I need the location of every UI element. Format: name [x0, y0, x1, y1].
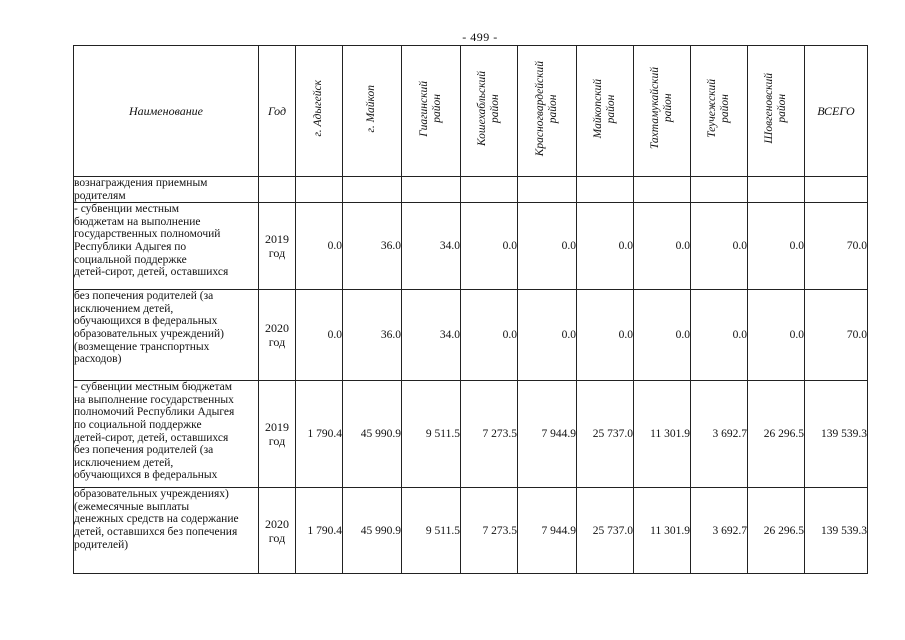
value-cell: 7 944.9 — [518, 488, 577, 574]
column-header-giaginsky: Гиагинский район — [402, 46, 461, 177]
table-row — [74, 290, 868, 381]
value-cell: 34.0 — [402, 203, 461, 290]
row-name-continuation: вознаграждения приемным родителям — [74, 177, 259, 203]
value-cell: 34.0 — [402, 290, 461, 381]
year-cell: 2019 год — [259, 203, 296, 290]
value-cell: 3 692.7 — [691, 488, 748, 574]
value-cell: 0.0 — [634, 203, 691, 290]
value-cell: 0.0 — [577, 203, 634, 290]
value-cell: 1 790.4 — [296, 488, 343, 574]
value-cell: 9 511.5 — [402, 488, 461, 574]
table-row — [74, 381, 868, 488]
total-cell: 139 539.3 — [805, 381, 868, 488]
value-cell: 7 944.9 — [518, 381, 577, 488]
table-row — [74, 488, 868, 574]
total-cell: 70.0 — [805, 203, 868, 290]
column-header-teuchezhsky: Теучежский район — [691, 46, 748, 177]
year-cell: 2020 год — [259, 290, 296, 381]
row-name-monthly-part1: - субвенции местным бюджетам на выполнение государственных полномочий Республики Адыгея по социальной поддержке детей-сирот, детей, оставшихся без попечения родителей (за исключением детей, обучающихся в федеральных — [74, 381, 259, 488]
column-header-name: Наименование — [74, 46, 259, 177]
value-cell: 0.0 — [461, 203, 518, 290]
value-cell: 1 790.4 — [296, 381, 343, 488]
value-cell: 0.0 — [748, 203, 805, 290]
value-cell: 0.0 — [634, 290, 691, 381]
column-header-maykopsky: Майкопский район — [577, 46, 634, 177]
year-cell: 2020 год — [259, 488, 296, 574]
column-header-krasnogvardeysky: Красногвардейский район — [518, 46, 577, 177]
column-header-shovgenovsky: Шовгеновский район — [748, 46, 805, 177]
column-header-year: Год — [259, 46, 296, 177]
value-cell: 9 511.5 — [402, 381, 461, 488]
budget-table — [73, 45, 868, 574]
column-header-koshekhablsky: Кошехабльский район — [461, 46, 518, 177]
value-cell: 0.0 — [691, 290, 748, 381]
value-cell: 36.0 — [343, 203, 402, 290]
value-cell: 11 301.9 — [634, 488, 691, 574]
value-cell: 0.0 — [518, 203, 577, 290]
value-cell: 0.0 — [518, 290, 577, 381]
value-cell: 26 296.5 — [748, 381, 805, 488]
value-cell: 11 301.9 — [634, 381, 691, 488]
value-cell: 36.0 — [343, 290, 402, 381]
value-cell: 0.0 — [691, 203, 748, 290]
value-cell: 0.0 — [296, 203, 343, 290]
column-header-adygeysk: г. Адыгейск — [296, 46, 343, 177]
column-header-maykop-city: г. Майкоп — [343, 46, 402, 177]
value-cell: 0.0 — [577, 290, 634, 381]
page-number: - 499 - — [462, 30, 498, 44]
row-name-monthly-part2: образовательных учреждениях) (ежемесячные выплаты денежных средств на содержание детей, оставшихся без попечения родителей) — [74, 488, 259, 574]
value-cell: 7 273.5 — [461, 381, 518, 488]
value-cell: 25 737.0 — [577, 488, 634, 574]
value-cell: 26 296.5 — [748, 488, 805, 574]
table-row — [74, 203, 868, 290]
row-name-transport-part1: - субвенции местным бюджетам на выполнение государственных полномочий Республики Адыгея по социальной поддержке детей-сирот, детей, оставшихся — [74, 203, 259, 290]
value-cell: 3 692.7 — [691, 381, 748, 488]
year-cell: 2019 год — [259, 381, 296, 488]
table-row — [74, 177, 868, 203]
total-cell: 70.0 — [805, 290, 868, 381]
value-cell: 45 990.9 — [343, 488, 402, 574]
value-cell: 0.0 — [461, 290, 518, 381]
total-cell: 139 539.3 — [805, 488, 868, 574]
column-header-takhtamukaysky: Тахтамукайский район — [634, 46, 691, 177]
value-cell: 7 273.5 — [461, 488, 518, 574]
value-cell: 0.0 — [748, 290, 805, 381]
value-cell: 45 990.9 — [343, 381, 402, 488]
column-header-total: ВСЕГО — [805, 46, 868, 177]
row-name-transport-part2: без попечения родителей (за исключением детей, обучающихся в федеральных образовательных учреждений) (возмещение транспортных расходов) — [74, 290, 259, 381]
table-header-row — [74, 46, 868, 177]
value-cell: 25 737.0 — [577, 381, 634, 488]
value-cell: 0.0 — [296, 290, 343, 381]
